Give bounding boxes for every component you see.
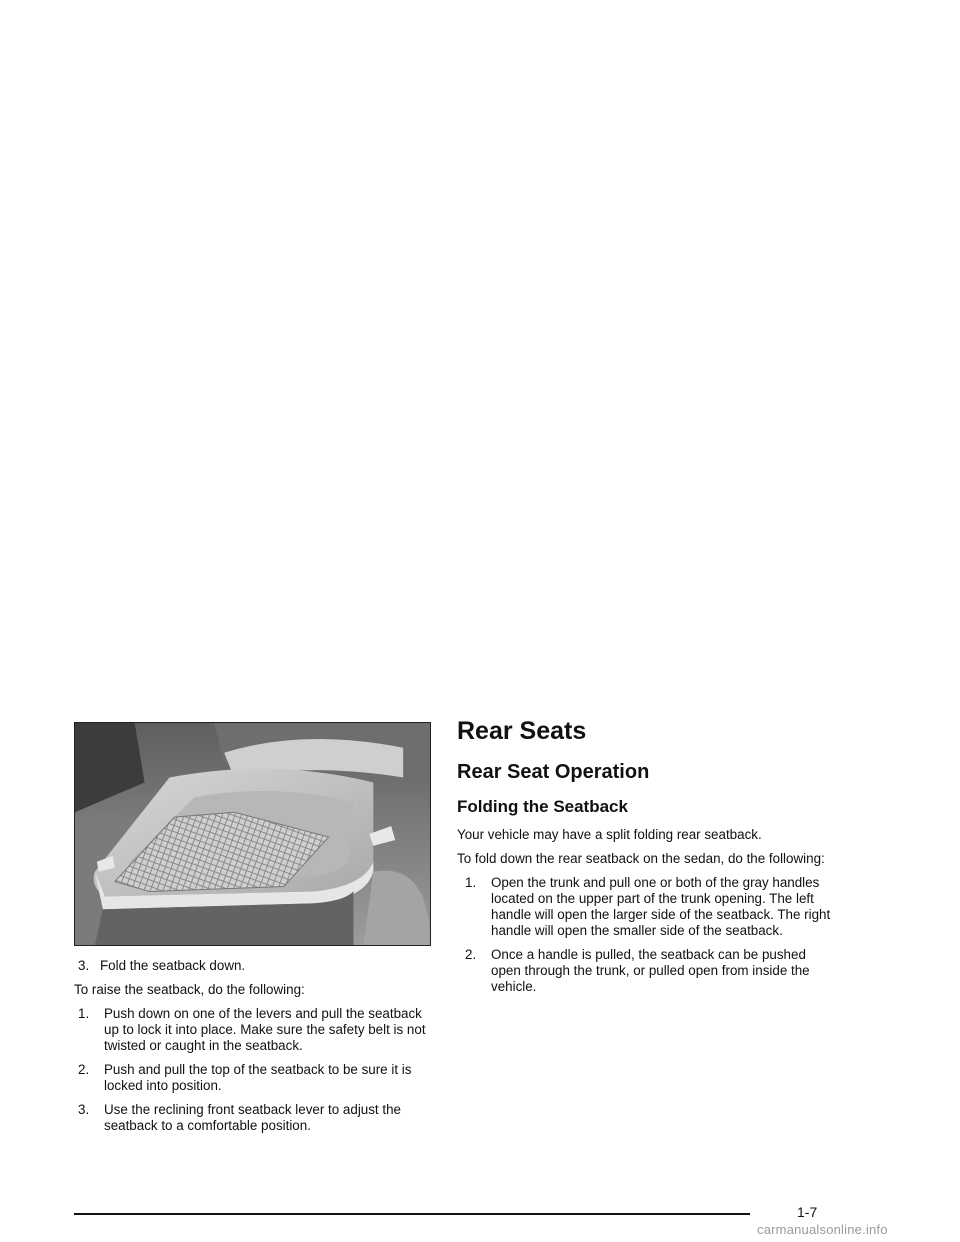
- list-item: [465, 875, 837, 939]
- list-item: [78, 1006, 434, 1054]
- list-number: 1.: [78, 1006, 90, 1021]
- list-text: Open the trunk and pull one or both of the gray handles located on the upper part of the trunk opening. The left handle will open the larger side of the seatback. The right handle will open the smaller side of the seatback.: [491, 875, 831, 938]
- list-text: Once a handle is pulled, the seatback can be pushed open through the trunk, or pulled open from inside the vehicle.: [491, 947, 810, 994]
- list-text: Push down on one of the levers and pull the seatback up to lock it into place. Make sure the safety belt is not twisted or caught in the seatback.: [104, 1006, 426, 1053]
- seatback-photo: [74, 722, 431, 946]
- list-number: 1.: [465, 875, 477, 890]
- footer-rule: [74, 1213, 750, 1215]
- subsection-heading: Rear Seat Operation: [457, 761, 650, 783]
- fold-steps-list: [465, 875, 837, 995]
- list-item: [465, 947, 837, 995]
- list-text: Fold the seatback down.: [100, 958, 246, 973]
- list-item: [78, 1062, 434, 1094]
- list-number: 3.: [78, 958, 90, 973]
- page-number: 1-7: [797, 1204, 818, 1220]
- left-column: [74, 958, 434, 1142]
- raise-steps-list: [78, 1006, 434, 1134]
- list-text: Use the reclining front seatback lever to adjust the seatback to a comfortable position.: [104, 1102, 401, 1133]
- intro-paragraph: Your vehicle may have a split folding rear seatback.: [457, 827, 762, 842]
- list-number: 3.: [78, 1102, 90, 1117]
- topic-heading: Folding the Seatback: [457, 797, 628, 816]
- list-number: 2.: [465, 947, 477, 962]
- list-item: [78, 1102, 434, 1134]
- watermark: carmanualsonline.info: [757, 1222, 888, 1237]
- right-column: [457, 716, 837, 1003]
- list-number: 2.: [78, 1062, 90, 1077]
- list-text: Push and pull the top of the seatback to be sure it is locked into position.: [104, 1062, 412, 1093]
- fold-intro-paragraph: To fold down the rear seatback on the sedan, do the following:: [457, 851, 825, 866]
- raise-intro: To raise the seatback, do the following:: [74, 982, 305, 997]
- section-heading: Rear Seats: [457, 717, 587, 745]
- list-item: [78, 958, 434, 974]
